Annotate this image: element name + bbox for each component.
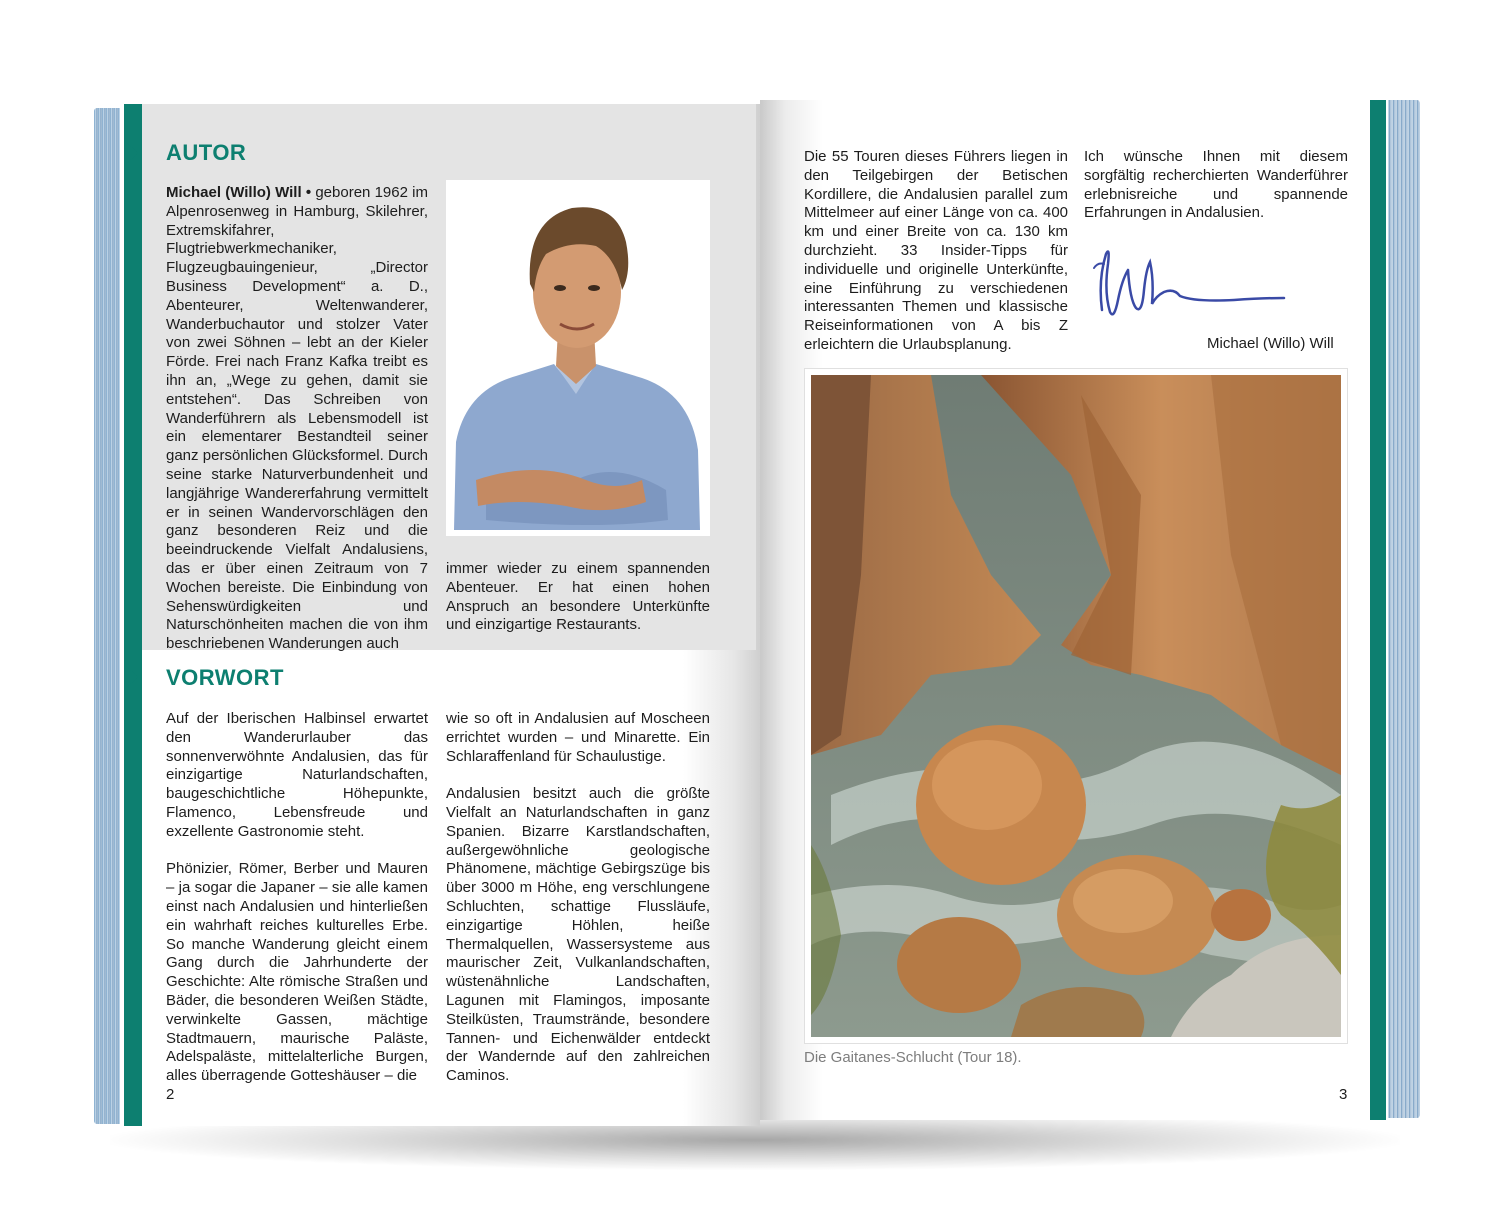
foreword-column-1	[166, 710, 428, 1085]
intro-text-column-2: Ich wünsche Ihnen mit diesem sorgfältig recherchierten Wanderführer erlebnisreiche und spannende Erfahrungen in Andalusien.	[1084, 148, 1348, 222]
right-accent-bar	[1370, 100, 1386, 1120]
author-heading: AUTOR	[166, 140, 247, 165]
page-edges-right	[1384, 100, 1420, 1118]
left-accent-bar	[124, 104, 142, 1126]
signature-name: Michael (Willo) Will	[1207, 335, 1334, 352]
section-marker-icon	[126, 666, 138, 688]
author-portrait-photo-icon	[446, 180, 710, 536]
photo-caption: Die Gaitanes-Schlucht (Tour 18).	[804, 1049, 1022, 1066]
foreword-heading: VORWORT	[166, 665, 284, 690]
page-number-right: 3	[1339, 1086, 1348, 1103]
author-name: Michael (Willo) Will •	[166, 184, 312, 201]
gorge-river-photo-icon	[811, 375, 1341, 1037]
foreword-paragraph: Phönizier, Römer, Berber und Mauren – ja sogar die Japaner – sie alle kamen einst nach Andalusien und hinterließen ein wahrhaft reiches kulturelles Erbe. So manche Wanderung gleicht einem Gang durch die Jahrhunderte der Geschichte: Alte römische Straßen und Bäder, die besonderen Weißen Städte, verwinkelte Gassen, mächtige Stadtmauern, maurische Paläste, Adelspaläste, mittelalterliche Burgen, alles überragende Gotteshäuser – die	[166, 860, 428, 1085]
gorge-photo-frame	[804, 368, 1348, 1044]
handwritten-signature-icon	[1084, 240, 1294, 330]
section-marker-icon	[126, 142, 138, 164]
page-edges-left	[94, 108, 120, 1124]
intro-text-column-1: Die 55 Touren dieses Führers liegen in den Teilgebirgen der Betischen Kordillere, die Andalusien parallel zum Mittelmeer auf einer Länge von ca. 400 km und einer Breite von ca. 130 km durchzieht. 33 Insider-Tipps für individuelle und originelle Unterkünfte, eine Einführung zu verschiedenen interessanten Themen und klassische Reiseinformationen von A bis Z erleichtern die Urlaubsplanung.	[804, 148, 1068, 353]
page-number-left: 2	[166, 1086, 175, 1103]
foreword-paragraph: wie so oft in Andalusien auf Moscheen errichtet wurden – und Minarette. Ein Schlaraffenland für Schaulustige.	[446, 710, 710, 765]
foreword-paragraph: Auf der Iberischen Halbinsel erwartet den Wanderurlauber das sonnenverwöhnte Andalusien, das für einzigartige Naturlandschaften, baugeschichtliche Höhepunkte, Flamenco, Lebensfreude und exzellente Gastronomie steht.	[166, 710, 428, 840]
author-text-column-2: immer wieder zu einem spannenden Abenteuer. Er hat einen hohen Anspruch an besondere Unterkünfte und einzigartige Restaurants.	[446, 560, 710, 634]
author-portrait-frame	[446, 180, 710, 536]
foreword-paragraph: Andalusien besitzt auch die größte Vielfalt an Naturlandschaften in ganz Spanien. Bizarre Karstlandschaften, außergewöhnliche geologische Phänomene, mächtige Gebirgszüge bis über 3000 m Höhe, eng verschlungene Schluchten, schattige Flussläufe, einzigartige Höhlen, heiße Thermalquellen, Wassersysteme aus maurischer Zeit, Vulkanlandschaften, wüstenähnliche Landschaften, Lagunen mit Flamingos, imposante Steilküsten, Traumstrände, besondere Tannen- und Eichenwälder entdeckt der Wandernde auf den zahlreichen Caminos.	[446, 785, 710, 1085]
author-biography: geboren 1962 im Alpenrosenweg in Hamburg, Skilehrer, Extremskifahrer, Flugtriebwerkmechaniker, Flugzeugbauingenieur, „Director Business Development“ a. D., Abenteurer, Weltenwanderer, Wanderbuchautor und stolzer Vater von zwei Söhnen – lebt an der Kieler Förde. Frei nach Franz Kafka treibt es ihn an, „Wege zu gehen, damit sie entstehen“. Das Schreiben von Wanderführern als Lebensmodell ist ein elementarer Bestandteil seiner ganz persönlichen Glücksformel. Durch seine starke Naturverbundenheit und langjährige Wandererfahrung vermittelt er in seinen Wandervorschlägen den ganz besonderen Reiz und die beeindruckende Vielfalt Andalusiens, das er über einen Zeitraum von 7 Wochen bereiste. Die Einbindung von Sehenswürdigkeiten und Naturschönheiten machen die von ihm beschriebenen Wanderungen auch	[166, 184, 428, 653]
foreword-column-2	[446, 710, 710, 1085]
author-text-column-1	[166, 184, 428, 653]
